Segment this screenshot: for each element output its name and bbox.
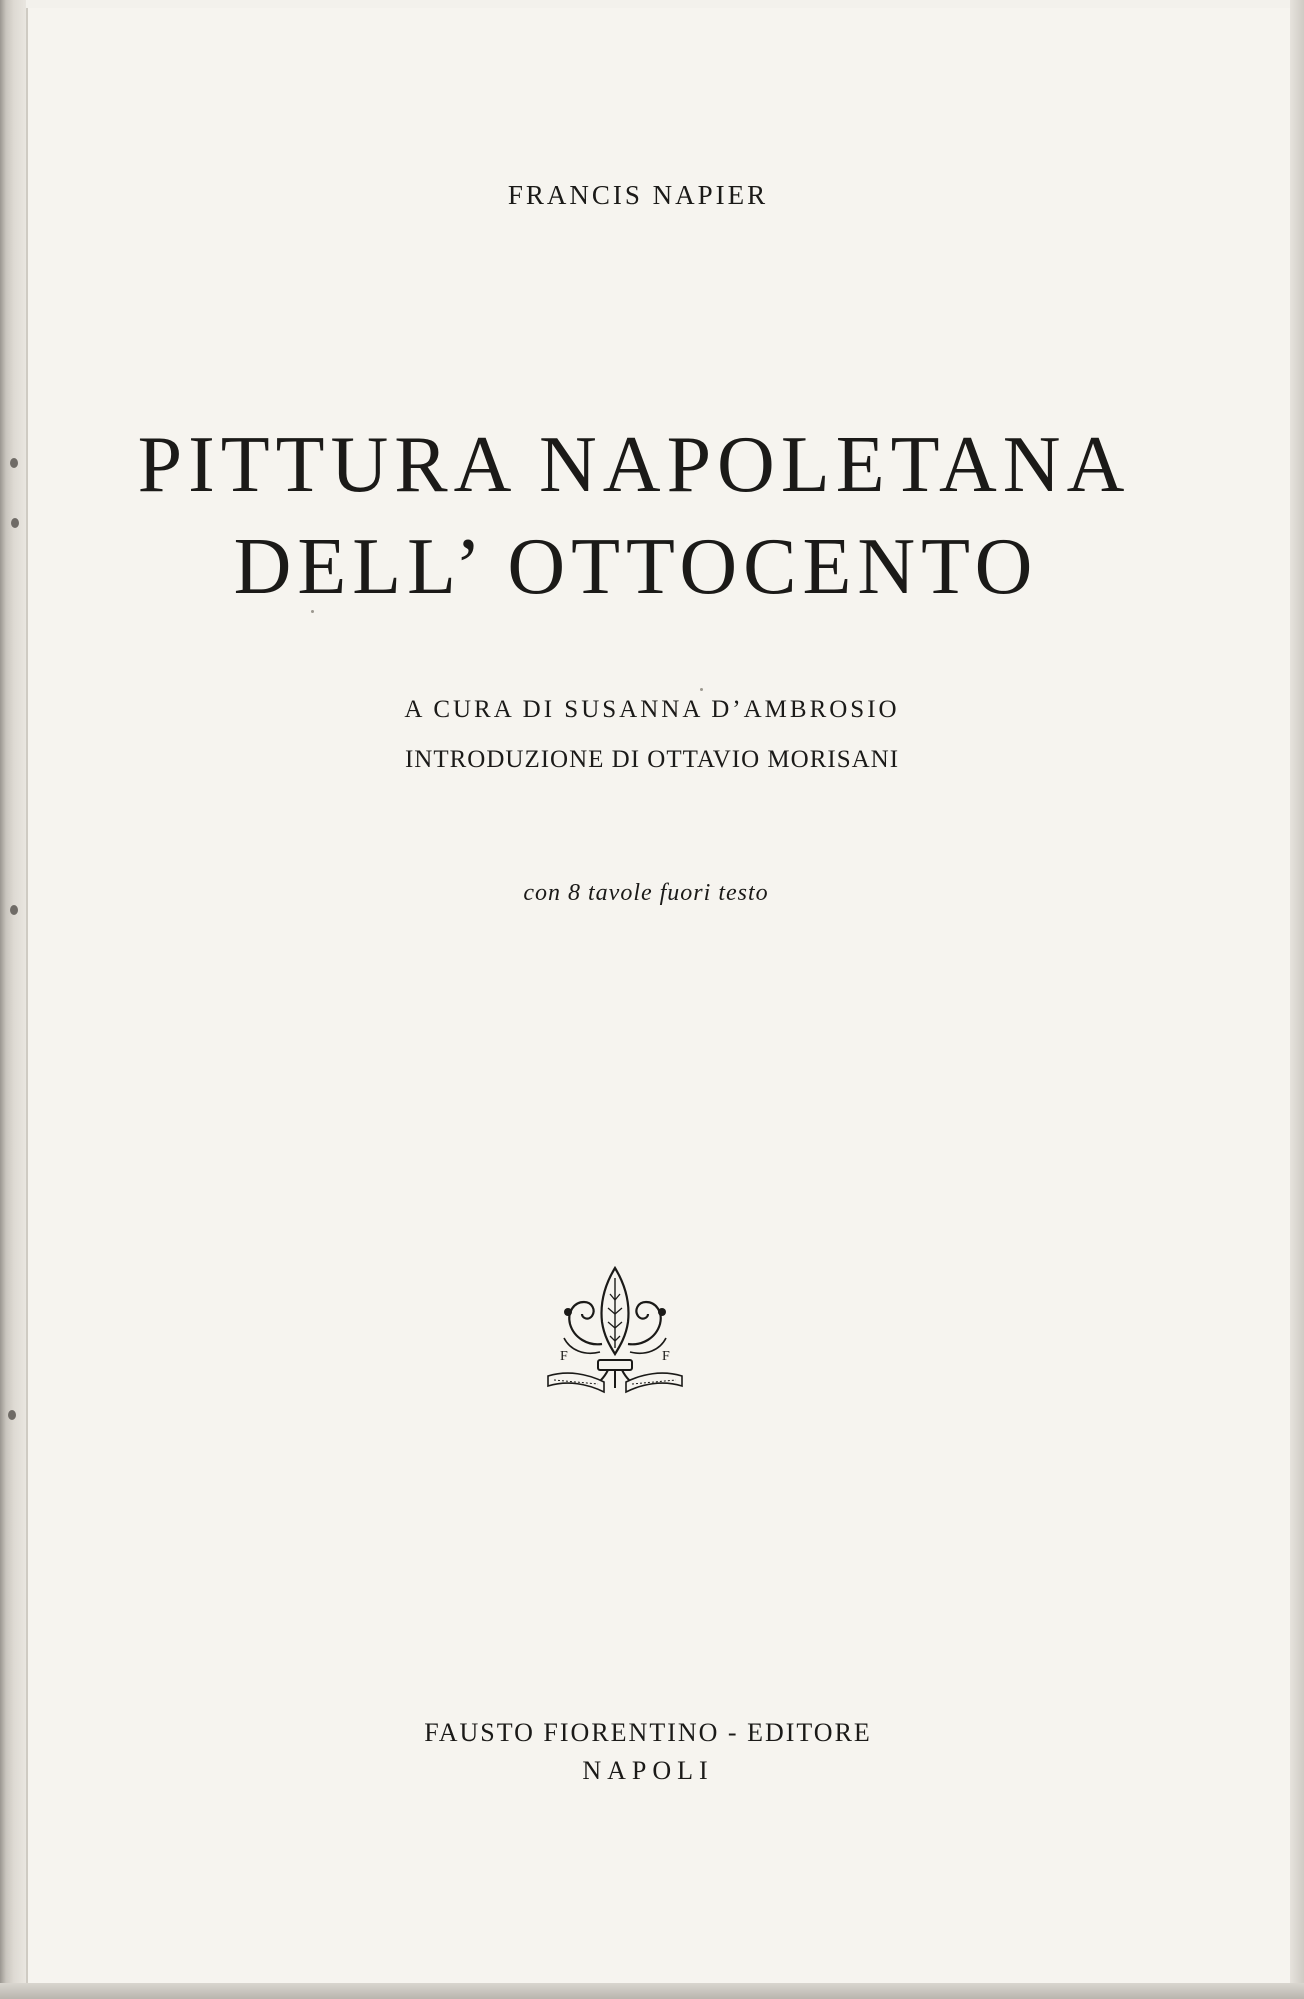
page-bottom-edge: [0, 1983, 1304, 1999]
page-right-edge: [1290, 0, 1304, 1999]
binding-edge: [0, 0, 26, 1999]
introduction-credit: INTRODUZIONE DI OTTAVIO MORISANI: [404, 746, 900, 773]
paper-speck: [700, 688, 703, 691]
publisher-city: NAPOLI: [582, 1756, 714, 1785]
binding-hole: [8, 1410, 16, 1420]
author-name: FRANCIS NAPIER: [507, 180, 769, 210]
svg-text:F: F: [560, 1349, 568, 1364]
publisher-name: FAUSTO FIORENTINO - EDITORE: [424, 1718, 872, 1747]
page: [26, 8, 1294, 1983]
fleur-de-lis-publisher-mark-icon: [544, 1264, 686, 1396]
plates-note: con 8 tavole fuori testo: [523, 880, 769, 906]
svg-text:F: F: [662, 1349, 670, 1364]
editor-credit: A CURA DI SUSANNA D’AMBROSIO: [404, 696, 900, 723]
title-line-2: DELL’ OTTOCENTO: [233, 523, 1039, 611]
title-line-1: PITTURA NAPOLETANA: [137, 421, 1131, 509]
